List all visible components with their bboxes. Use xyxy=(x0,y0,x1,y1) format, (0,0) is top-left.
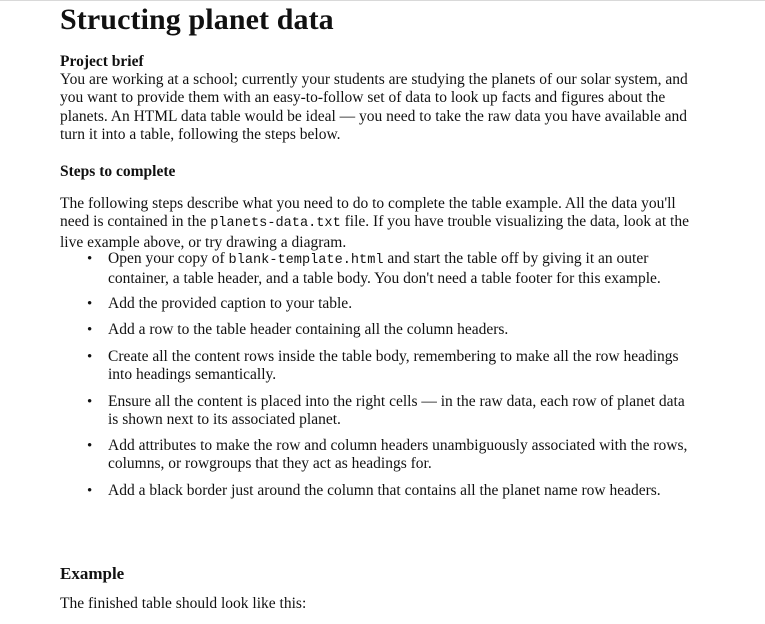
step-item xyxy=(87,321,698,339)
steps-heading: Steps to complete xyxy=(60,163,176,180)
step-item xyxy=(87,295,698,313)
step-text-after: and start the table off by giving it an outer container, a table header, and a table body. You don't need a table footer for this example. xyxy=(108,250,661,288)
step-item xyxy=(87,437,698,474)
page-title: Structing planet data xyxy=(60,3,334,36)
steps-intro-paragraph xyxy=(60,195,700,252)
step-text: Add a row to the table header containing all the column headers. xyxy=(108,321,509,338)
step-item xyxy=(87,393,698,430)
bullet-icon: • xyxy=(87,251,93,267)
brief-paragraph: You are working at a school; currently your students are studying the planets of our solar system, and you want to provide them with an easy-to-follow set of data to look up facts and figures about the planets. An HTML data table would be ideal — you need to take the raw data you have available and turn it into a table, following the steps below. xyxy=(60,71,688,144)
step-text: Add attributes to make the row and column headers unambiguously associated with the rows, columns, or rowgroups that they act as headings for. xyxy=(108,437,688,473)
bullet-icon: • xyxy=(87,349,93,365)
bullet-icon: • xyxy=(87,438,93,454)
steps-intro-text-before: The following steps describe what you need to do to complete the table example. All the data you'll need is contained in the xyxy=(60,195,676,231)
step-item xyxy=(87,348,698,385)
step-text: Add a black border just around the column that contains all the planet name row headers. xyxy=(108,482,661,499)
step-item xyxy=(87,482,698,500)
step-text: Ensure all the content is placed into the right cells — in the raw data, each row of planet data is shown next to its associated planet. xyxy=(108,393,685,429)
bullet-icon: • xyxy=(87,483,93,499)
template-filename: blank-template.html xyxy=(228,253,384,268)
example-heading: Example xyxy=(60,564,125,583)
step-text: Create all the content rows inside the table body, remembering to make all the row headings into headings semantically. xyxy=(108,348,679,384)
example-paragraph: The finished table should look like this: xyxy=(60,595,307,612)
steps-intro-text-after: file. If you have trouble visualizing the data, look at the live example above, or try drawing a diagram. xyxy=(60,213,689,251)
step-text-before: Open your copy of xyxy=(108,250,229,267)
bullet-icon: • xyxy=(87,296,93,312)
top-divider xyxy=(0,0,765,1)
step-item xyxy=(87,250,698,289)
bullet-icon: • xyxy=(87,394,93,410)
planets-data-filename: planets-data.txt xyxy=(210,216,341,232)
brief-heading: Project brief xyxy=(60,53,144,70)
step-text: Add the provided caption to your table. xyxy=(108,295,353,312)
bullet-icon: • xyxy=(87,322,93,338)
